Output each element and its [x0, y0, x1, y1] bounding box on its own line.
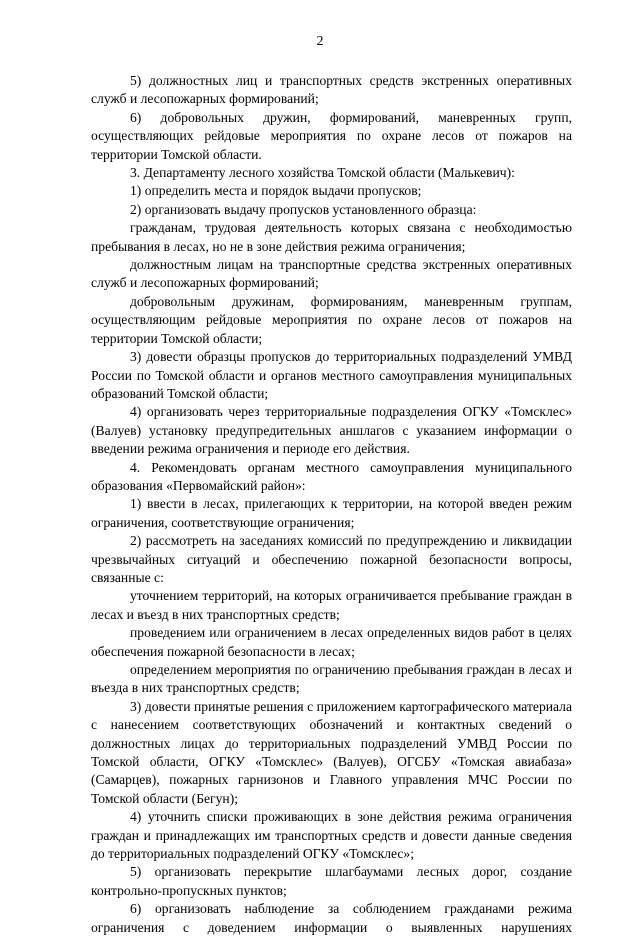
paragraph: проведением или ограничением в лесах определенных видов работ в целях обеспечения пожарной безопасности в лесах; — [91, 625, 572, 659]
paragraph: 6) организовать наблюдение за соблюдением гражданами режима ограничения с доведением информации о выявленных нарушениях — [91, 901, 572, 935]
paragraph: добровольным дружинам, формированиям, маневренным группам, осуществляющим рейдовые мероприятия по охране лесов от пожаров на территории Томской области; — [91, 293, 572, 346]
paragraph: определением мероприятия по ограничению пребывания граждан в лесах и въезда в них транспортных средств; — [91, 662, 572, 696]
paragraph: должностным лицам на транспортные средства экстренных оперативных служб и лесопожарных формирований; — [91, 257, 572, 291]
paragraph: 4) уточнить списки проживающих в зоне действия режима ограничения граждан и принадлежащих им транспортных средств и довести данные сведения до территориальных подразделений ОГКУ «Томсклес»; — [91, 809, 572, 862]
document-body — [91, 72, 572, 937]
paragraph: 6) добровольных дружин, формирований, маневренных групп, осуществляющих рейдовые мероприятия по охране лесов от пожаров на территории Томской области. — [91, 109, 572, 162]
paragraph: гражданам, трудовая деятельность которых связана с необходимостью пребывания в лесах, но не в зоне действия режима ограничения; — [91, 220, 572, 254]
paragraph: 5) должностных лиц и транспортных средств экстренных оперативных служб и лесопожарных формирований; — [91, 73, 572, 107]
paragraph: 3) довести образцы пропусков до территориальных подразделений УМВД России по Томской области и органов местного самоуправления муниципальных образований Томской области; — [91, 349, 572, 401]
paragraph: 3. Департаменту лесного хозяйства Томской области (Малькевич): — [130, 165, 515, 181]
paragraph: 5) организовать перекрытие шлагбаумами лесных дорог, создание контрольно-пропускных пунктов; — [91, 864, 572, 898]
paragraph: 1) ввести в лесах, прилегающих к территории, на которой введен режим ограничения, соответствующие ограничения; — [91, 496, 572, 530]
paragraph: 4. Рекомендовать органам местного самоуправления муниципального образования «Первомайский район»: — [91, 459, 572, 493]
paragraph: 4) организовать через территориальные подразделения ОГКУ «Томсклес» (Валуев) установку предупредительных аншлагов с указанием информации о введении режима ограничения и периоде его действия. — [91, 404, 572, 457]
paragraph: 2) организовать выдачу пропусков установленного образца: — [130, 201, 477, 217]
paragraph: 1) определить места и порядок выдачи пропусков; — [130, 183, 422, 199]
paragraph: уточнением территорий, на которых ограничивается пребывание граждан в лесах и въезд в них транспортных средств; — [91, 588, 572, 622]
paragraph: 3) довести принятые решения с приложением картографического материала с нанесением соответствующих обозначений и контактных сведений о должностных лицах до территориальных подразделений УМВД России по Томской области, ОГКУ «Томсклес» (Валуев), ОГСБУ «Томская авиабаза» (Самарцев), пожарных гарнизонов и Главного управления МЧС России по Томской области (Бегун); — [91, 698, 572, 806]
page-number: 2 — [316, 34, 324, 49]
paragraph: 2) рассмотреть на заседаниях комиссий по предупреждению и ликвидации чрезвычайных ситуаций и обеспечению пожарной безопасности вопросы, связанные с: — [91, 533, 572, 585]
